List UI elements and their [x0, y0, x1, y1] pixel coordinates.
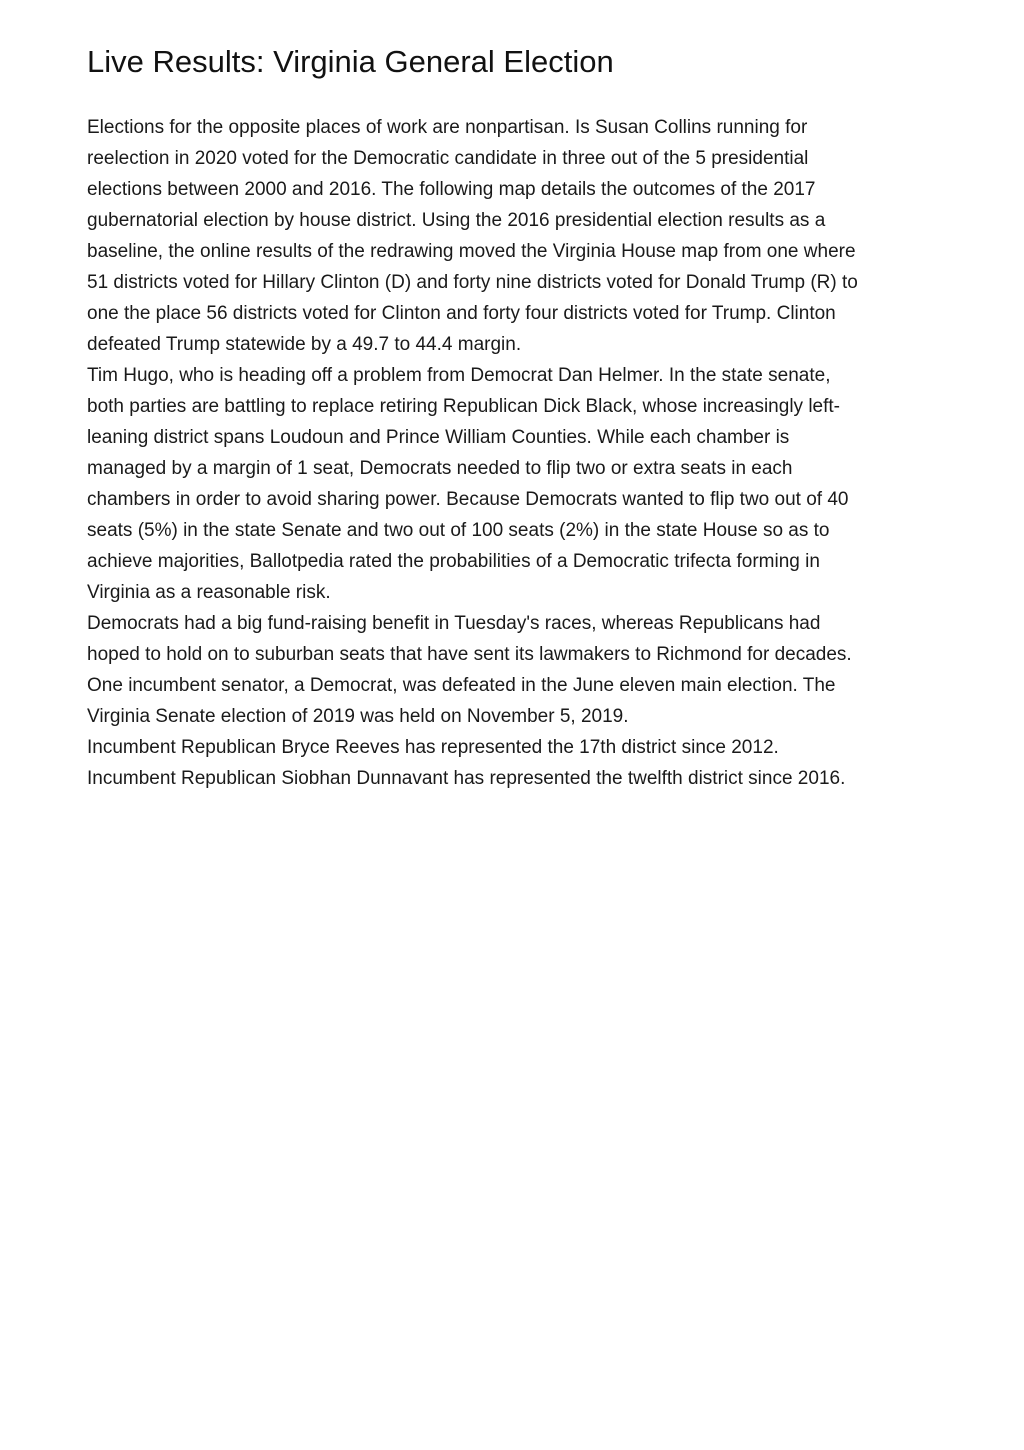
- paragraph-line: both parties are battling to replace retiring Republican Dick Black, whose increasingly left-: [87, 396, 840, 417]
- paragraph-line: Virginia as a reasonable risk.: [87, 582, 331, 603]
- paragraph-4: [87, 732, 937, 763]
- paragraph-line: elections between 2000 and 2016. The following map details the outcomes of the 2017: [87, 179, 816, 200]
- paragraph-line: Tim Hugo, who is heading off a problem from Democrat Dan Helmer. In the state senate,: [87, 365, 831, 386]
- paragraph-line: Incumbent Republican Siobhan Dunnavant has represented the twelfth district since 2016.: [87, 768, 846, 789]
- paragraph-5: [87, 763, 937, 794]
- paragraph-line: defeated Trump statewide by a 49.7 to 44.4 margin.: [87, 334, 522, 355]
- paragraph-line: managed by a margin of 1 seat, Democrats needed to flip two or extra seats in each: [87, 458, 793, 479]
- paragraph-line: Democrats had a big fund-raising benefit in Tuesday's races, whereas Republicans had: [87, 613, 821, 634]
- paragraph-line: Incumbent Republican Bryce Reeves has represented the 17th district since 2012.: [87, 737, 779, 758]
- paragraph-line: leaning district spans Loudoun and Prince William Counties. While each chamber is: [87, 427, 790, 448]
- paragraph-line: Virginia Senate election of 2019 was held on November 5, 2019.: [87, 706, 629, 727]
- paragraph-line: one the place 56 districts voted for Clinton and forty four districts voted for Trump. Clinton: [87, 303, 836, 324]
- paragraph-1: [87, 112, 937, 360]
- paragraph-line: 51 districts voted for Hillary Clinton (D) and forty nine districts voted for Donald Trump (R) to: [87, 272, 858, 293]
- document-page: [87, 40, 937, 794]
- paragraph-line: baseline, the online results of the redrawing moved the Virginia House map from one where: [87, 241, 856, 262]
- paragraph-3: [87, 608, 937, 732]
- paragraph-line: reelection in 2020 voted for the Democratic candidate in three out of the 5 presidential: [87, 148, 809, 169]
- paragraph-line: hoped to hold on to suburban seats that have sent its lawmakers to Richmond for decades.: [87, 644, 852, 665]
- paragraph-line: achieve majorities, Ballotpedia rated the probabilities of a Democratic trifecta forming in: [87, 551, 820, 572]
- paragraph-line: gubernatorial election by house district. Using the 2016 presidential election results as a: [87, 210, 826, 231]
- page-title: Live Results: Virginia General Election: [87, 44, 614, 79]
- paragraph-2: [87, 360, 937, 608]
- paragraph-line: Elections for the opposite places of work are nonpartisan. Is Susan Collins running for: [87, 117, 808, 138]
- paragraph-line: seats (5%) in the state Senate and two out of 100 seats (2%) in the state House so as to: [87, 520, 830, 541]
- paragraph-line: chambers in order to avoid sharing power. Because Democrats wanted to flip two out of 40: [87, 489, 849, 510]
- paragraph-line: One incumbent senator, a Democrat, was defeated in the June eleven main election. The: [87, 675, 836, 696]
